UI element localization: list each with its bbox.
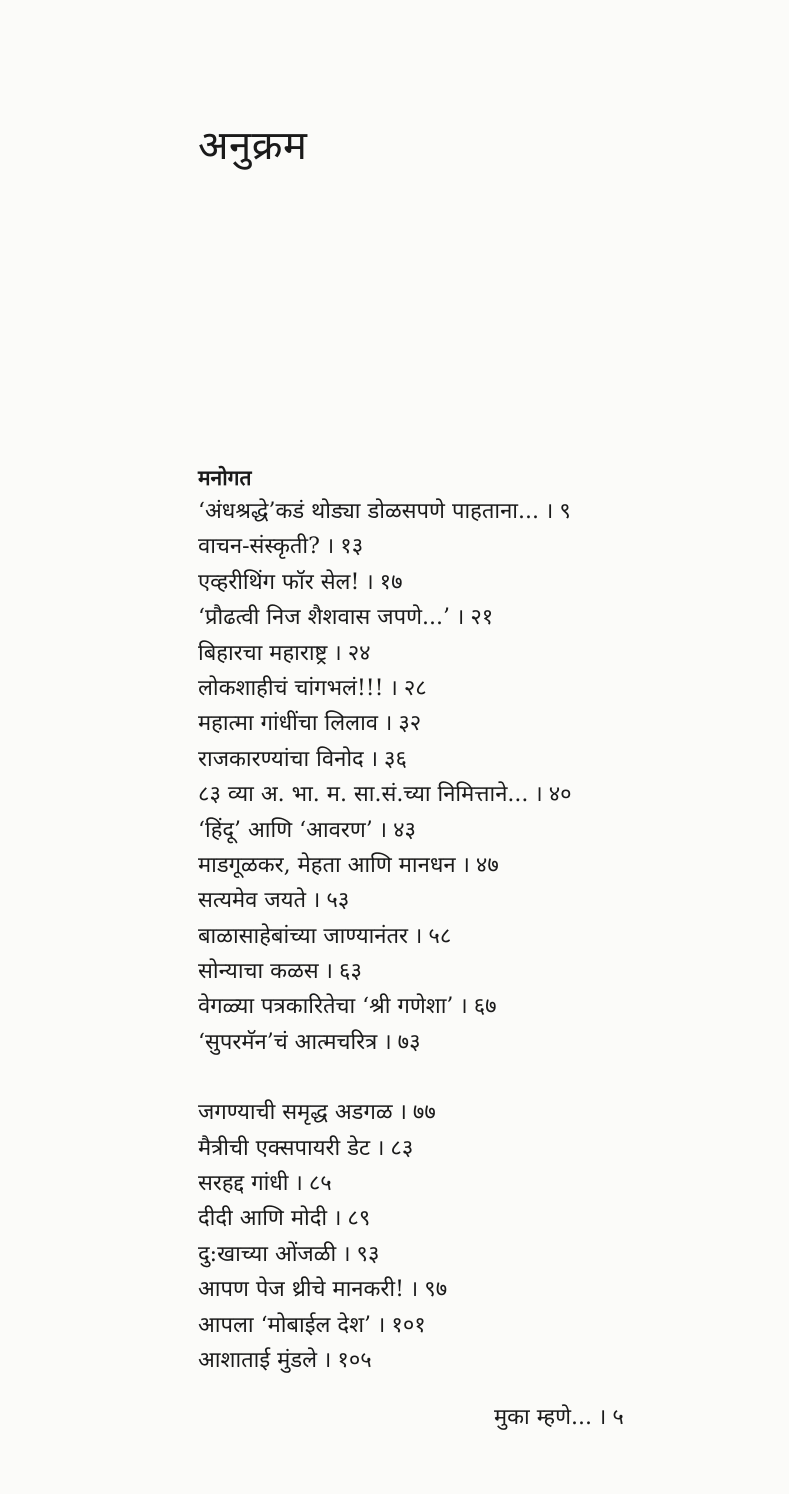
toc-entry-title: ‘सुपरमॅन’चं आत्मचरित्र [198,1029,378,1055]
toc-separator: । [377,1312,386,1338]
toc-entry [198,636,758,671]
toc-entry-title: आशाताई मुंडले [198,1347,318,1373]
toc-entry-title: आपण पेज थ्रीचे मानकरी! [198,1277,404,1303]
toc-entry [198,565,758,600]
toc-entry-page: ७७ [412,1100,436,1126]
toc-separator: । [325,534,335,560]
toc-entry [198,600,758,635]
toc-separator: । [534,782,543,808]
toc-entry [198,529,758,564]
toc-separator: । [294,1171,303,1197]
toc-entry-title: ‘अंधश्रद्धे’कडं थोड्या डोळसपणे पाहताना... [198,499,539,524]
toc-separator: । [414,923,423,949]
toc-entry-page: ६३ [339,959,362,985]
toc-entry-page: ४३ [393,817,416,843]
toc-entry-page: १७ [379,569,403,595]
toc-separator: । [384,711,393,737]
toc-separator: । [398,1100,407,1126]
toc-entry [198,1201,758,1236]
toc-entry-page: ६७ [473,994,497,1020]
toc-entry [198,989,758,1024]
toc-separator: । [461,852,470,878]
toc-entry-page: ७३ [397,1029,421,1055]
toc-entry [198,742,758,777]
toc-entry-title: सरहद्द गांधी [198,1171,289,1197]
toc-entry-page: ४७ [475,852,499,878]
toc-entry [198,1166,758,1201]
toc-entry [198,1343,758,1378]
toc-separator: । [376,1135,385,1161]
toc-entry-title: मैत्रीची एक्सपायरी डेट [198,1135,371,1161]
toc-entry-title: सोन्याचा कळस [198,959,319,985]
toc-entry-title: माडगूळकर, मेहता आणि मानधन [198,852,456,878]
toc-entry-page: १३ [340,534,364,560]
toc-entry [198,1308,758,1343]
toc-entry [198,1272,758,1307]
toc-group-1 [198,494,758,1060]
toc-separator: । [323,1347,332,1373]
toc-group-2 [198,1095,758,1378]
toc-entry-title: वाचन-संस्कृती? [198,534,320,560]
toc-entry-title: दु:खाच्या ओंजळी [198,1241,337,1267]
toc-entry-page: ९३ [356,1241,380,1267]
toc-entry-page: ८९ [347,1206,371,1232]
toc-entry [198,813,758,848]
toc-entry-page: २१ [470,605,494,631]
toc-entry-page: ४० [548,782,572,808]
toc-entry-title: बाळासाहेबांच्या जाण्यानंतर [198,923,409,949]
toc-separator: । [383,1029,392,1055]
toc-separator: । [409,1277,419,1303]
page-title: अनुक्रम [198,123,308,169]
toc-separator: । [378,817,388,843]
group-gap [198,1060,758,1095]
toc-entry-title: ८३ व्या अ. भा. म. सा.सं.च्या निमित्ताने... [198,782,529,808]
toc-entry-page: ८५ [308,1171,332,1197]
toc-entry-title: आपला ‘मोबाईल देश’ [198,1312,372,1338]
toc-entry-title: दीदी आणि मोदी [198,1206,328,1232]
toc-entry-title: एव्हरीथिंग फॉर सेल! [198,569,360,595]
toc-entry-title: बिहारचा महाराष्ट्र [198,640,328,666]
page-footer [494,1400,624,1436]
toc-entry-title: ‘प्रौढत्वी निज शैशवास जपणे...’ [198,605,450,631]
toc-entry-title: सत्यमेव जयते [198,888,307,914]
toc-entry-page: १०५ [337,1347,372,1373]
toc-entry [198,1131,758,1166]
toc-entry-title: महात्मा गांधींचा लिलाव [198,711,378,737]
toc-separator: । [459,994,468,1020]
toc-entry [198,848,758,883]
toc-entry [198,1025,758,1060]
toc-entry-page: ३२ [398,711,422,737]
toc-entry [198,954,758,989]
toc-entry [198,494,758,529]
toc-entry-page: ९ [559,499,571,524]
toc-separator: । [369,746,379,772]
toc-separator: । [544,499,554,524]
toc-entry-title: जगण्याची समृद्ध अडगळ [198,1100,393,1126]
toc-entry-page: ५८ [428,923,452,949]
toc-separator: । [389,675,398,701]
toc-separator: । [333,640,342,666]
toc-entry-title: लोकशाहीचं चांगभलं!!! [198,675,384,701]
toc-entry [198,1095,758,1130]
toc-separator: । [456,605,465,631]
toc-entry-page: ९७ [424,1277,448,1303]
toc-entry [198,671,758,706]
footer-separator: । [597,1405,607,1430]
toc-entry-title: ‘हिंदू’ आणि ‘आवरण’ [198,817,373,843]
toc-entry-page: २८ [403,675,427,701]
toc-entry [198,706,758,741]
toc-entry [198,1237,758,1272]
section-heading: मनोगत [198,465,252,490]
toc-separator: । [312,888,321,914]
toc-entry-page: २४ [347,640,371,666]
toc-separator: । [365,569,374,595]
toc-entry [198,777,758,812]
toc-separator: । [342,1241,351,1267]
toc-entry [198,883,758,918]
toc-entry-page: ३६ [384,746,407,772]
toc-entry [198,919,758,954]
table-of-contents [198,462,758,1378]
toc-entry-page: ५३ [326,888,350,914]
toc-separator: । [324,959,334,985]
toc-entry-title: वेगळ्या पत्रकारितेचा ‘श्री गणेशा’ [198,994,454,1020]
running-title: मुका म्हणे... [494,1405,592,1430]
toc-entry-page: १०१ [391,1312,426,1338]
toc-separator: । [333,1206,342,1232]
page-number: ५ [612,1405,624,1430]
toc-entry-title: राजकारण्यांचा विनोद [198,746,364,772]
toc-entry-page: ८३ [390,1135,414,1161]
